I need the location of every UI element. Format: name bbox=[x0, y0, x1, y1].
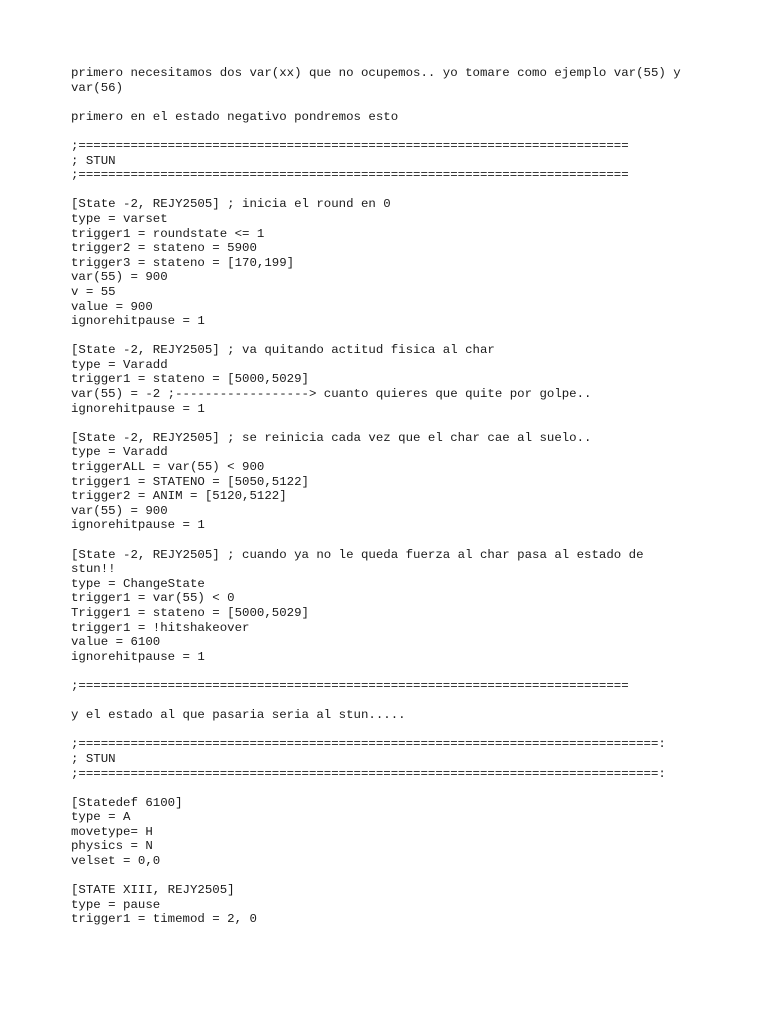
code-line: type = varset bbox=[71, 211, 168, 226]
stun-header-comment bbox=[71, 139, 711, 183]
code-line: stun!! bbox=[71, 562, 116, 577]
code-block-varadd-2 bbox=[71, 431, 711, 533]
text-line: y el estado al que pasaria seria al stun..... bbox=[71, 708, 406, 723]
intro-paragraph bbox=[71, 66, 711, 95]
code-line: [State -2, REJY2505] ; inicia el round en 0 bbox=[71, 197, 391, 212]
separator-line: ;========================================================================== bbox=[71, 678, 629, 693]
text-line: ; STUN bbox=[71, 153, 116, 168]
code-line: trigger1 = timemod = 2, 0 bbox=[71, 912, 257, 927]
code-line: var(55) = 900 bbox=[71, 270, 168, 285]
code-line: velset = 0,0 bbox=[71, 854, 161, 869]
code-line: movetype= H bbox=[71, 824, 153, 839]
code-line: [STATE XIII, REJY2505] bbox=[71, 883, 235, 898]
code-line: type = A bbox=[71, 810, 131, 825]
separator-line: ;==============================================================================: bbox=[71, 766, 666, 781]
code-line: [State -2, REJY2505] ; va quitando actitud fisica al char bbox=[71, 343, 495, 358]
code-line: var(55) = 900 bbox=[71, 503, 168, 518]
code-block-varset bbox=[71, 197, 711, 328]
separator-line: ;========================================================================== bbox=[71, 138, 629, 153]
code-line: trigger2 = stateno = 5900 bbox=[71, 241, 257, 256]
transition-paragraph bbox=[71, 708, 711, 723]
code-line: value = 6100 bbox=[71, 635, 161, 650]
intro-paragraph-2 bbox=[71, 110, 711, 125]
code-block-pause bbox=[71, 883, 711, 927]
text-line: primero necesitamos dos var(xx) que no ocupemos.. yo tomare como ejemplo var(55) y bbox=[71, 66, 681, 80]
code-line: trigger1 = var(55) < 0 bbox=[71, 591, 235, 606]
stun-header-comment-2 bbox=[71, 737, 711, 781]
code-line: ignorehitpause = 1 bbox=[71, 401, 205, 416]
text-line: ; STUN bbox=[71, 751, 116, 766]
code-line: trigger1 = !hitshakeover bbox=[71, 620, 250, 635]
code-line: physics = N bbox=[71, 839, 153, 854]
code-block-changestate bbox=[71, 548, 711, 665]
code-line: ignorehitpause = 1 bbox=[71, 649, 205, 664]
separator-line: ;==============================================================================: bbox=[71, 737, 666, 752]
code-line: Trigger1 = stateno = [5000,5029] bbox=[71, 605, 309, 620]
code-line: v = 55 bbox=[71, 284, 116, 299]
text-line: primero en el estado negativo pondremos esto bbox=[71, 109, 399, 124]
code-line: type = ChangeState bbox=[71, 576, 205, 591]
code-line: ignorehitpause = 1 bbox=[71, 314, 205, 329]
code-line: trigger1 = STATENO = [5050,5122] bbox=[71, 474, 309, 489]
code-line: triggerALL = var(55) < 900 bbox=[71, 460, 265, 475]
code-line: trigger3 = stateno = [170,199] bbox=[71, 255, 295, 270]
code-line: type = Varadd bbox=[71, 445, 168, 460]
text-line: var(56) bbox=[71, 80, 124, 95]
code-line: trigger2 = ANIM = [5120,5122] bbox=[71, 489, 287, 504]
code-line: [Statedef 6100] bbox=[71, 795, 183, 810]
code-line: type = Varadd bbox=[71, 357, 168, 372]
code-line: var(55) = -2 ;------------------> cuanto quieres que quite por golpe.. bbox=[71, 387, 592, 402]
code-block-statedef bbox=[71, 796, 711, 869]
code-line: trigger1 = roundstate <= 1 bbox=[71, 226, 265, 241]
separator-line: ;========================================================================== bbox=[71, 168, 629, 183]
code-line: ignorehitpause = 1 bbox=[71, 518, 205, 533]
code-line: value = 900 bbox=[71, 299, 153, 314]
code-line: trigger1 = stateno = [5000,5029] bbox=[71, 372, 309, 387]
code-line: [State -2, REJY2505] ; se reinicia cada vez que el char cae al suelo.. bbox=[71, 430, 592, 445]
closing-separator bbox=[71, 679, 711, 694]
document-page bbox=[71, 66, 711, 942]
code-line: type = pause bbox=[71, 897, 161, 912]
code-line: [State -2, REJY2505] ; cuando ya no le queda fuerza al char pasa al estado de bbox=[71, 547, 644, 562]
code-block-varadd-1 bbox=[71, 343, 711, 416]
